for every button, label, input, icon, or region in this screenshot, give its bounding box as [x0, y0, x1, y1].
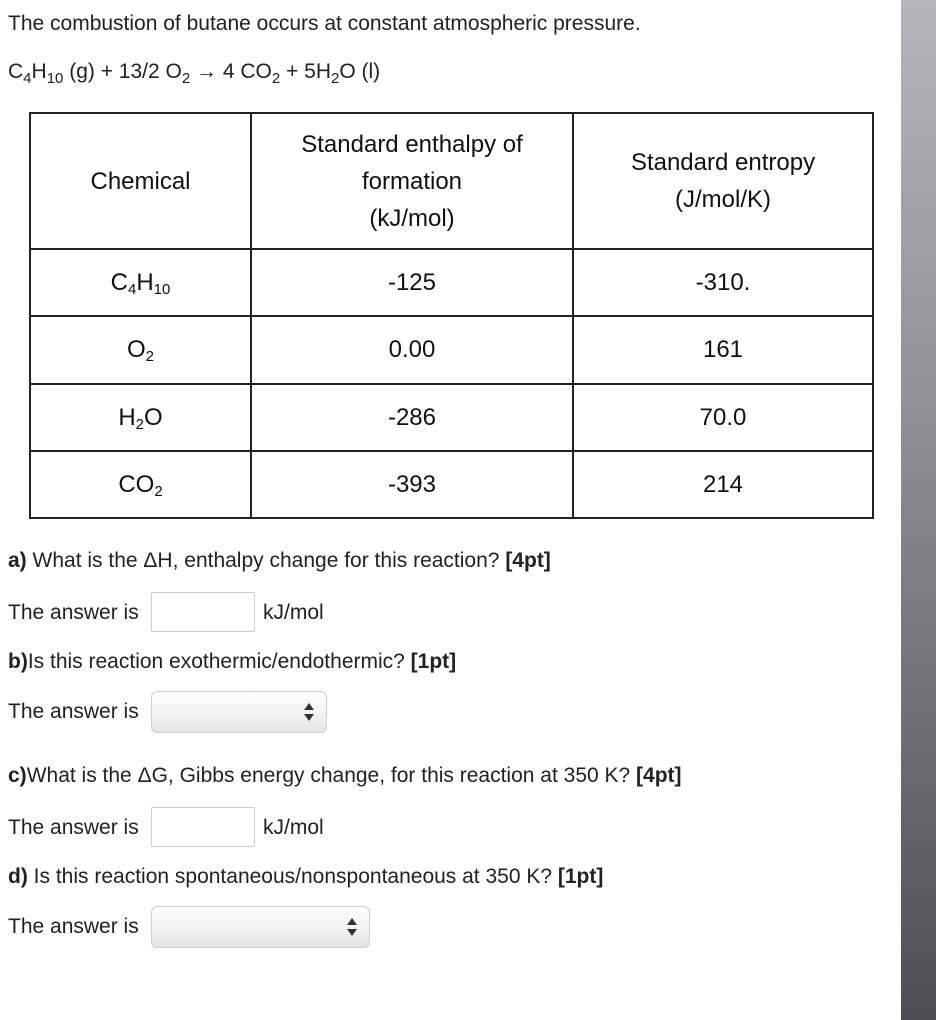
enthalpy-cell: -125: [251, 249, 573, 316]
enthalpy-cell: 0.00: [251, 316, 573, 383]
entropy-cell: -310.: [573, 249, 873, 316]
table-header-row: [30, 113, 873, 249]
select-arrows-icon: [304, 703, 314, 723]
intro-text: The combustion of butane occurs at constant atmospheric pressure.: [8, 12, 641, 35]
enthalpy-cell: -393: [251, 451, 573, 518]
table-row: [30, 249, 873, 316]
header-chemical: Chemical: [30, 113, 251, 249]
unit-label-a: kJ/mol: [263, 601, 324, 624]
chemical-cell: $O_2$: [30, 316, 251, 383]
unit-label-c: kJ/mol: [263, 816, 324, 839]
table-row: [30, 316, 873, 383]
chemical-cell: $CO_2$: [30, 451, 251, 518]
answer-c-input[interactable]: [151, 807, 255, 847]
question-b: b)Is this reaction exothermic/endothermic? [1pt]: [8, 650, 457, 673]
question-a: a) What is the ΔH, enthalpy change for this reaction? [4pt]: [8, 549, 551, 572]
entropy-cell: 214: [573, 451, 873, 518]
thermo-data-table: [29, 112, 874, 519]
select-arrows-icon: [347, 918, 357, 938]
header-enthalpy: Standard enthalpy of formation (kJ/mol): [251, 113, 573, 249]
chemical-cell: $C_4H_{10}$: [30, 249, 251, 316]
header-entropy: Standard entropy (J/mol/K): [573, 113, 873, 249]
chemical-cell: $H_2O$: [30, 384, 251, 451]
table-row: [30, 451, 873, 518]
answer-label-d: The answer is: [8, 915, 139, 938]
answer-label-a: The answer is: [8, 601, 139, 624]
table-row: [30, 384, 873, 451]
entropy-cell: 161: [573, 316, 873, 383]
entropy-cell: 70.0: [573, 384, 873, 451]
reaction-equation: $C_4H_{10}$ (g) + 13/2 $O_2 \to 4$ $CO_2 + 5H_2O$ (l): [8, 60, 381, 87]
question-d: d) Is this reaction spontaneous/nonspontaneous at 350 K? [1pt]: [8, 865, 604, 888]
scrollbar[interactable]: [901, 0, 936, 1020]
answer-a-input[interactable]: [151, 592, 255, 632]
answer-d-select[interactable]: [151, 906, 370, 948]
answer-label-b: The answer is: [8, 700, 139, 723]
enthalpy-cell: -286: [251, 384, 573, 451]
answer-label-c: The answer is: [8, 816, 139, 839]
question-c: c)What is the ΔG, Gibbs energy change, for this reaction at 350 K? [4pt]: [8, 764, 682, 787]
answer-b-select[interactable]: [151, 691, 327, 733]
